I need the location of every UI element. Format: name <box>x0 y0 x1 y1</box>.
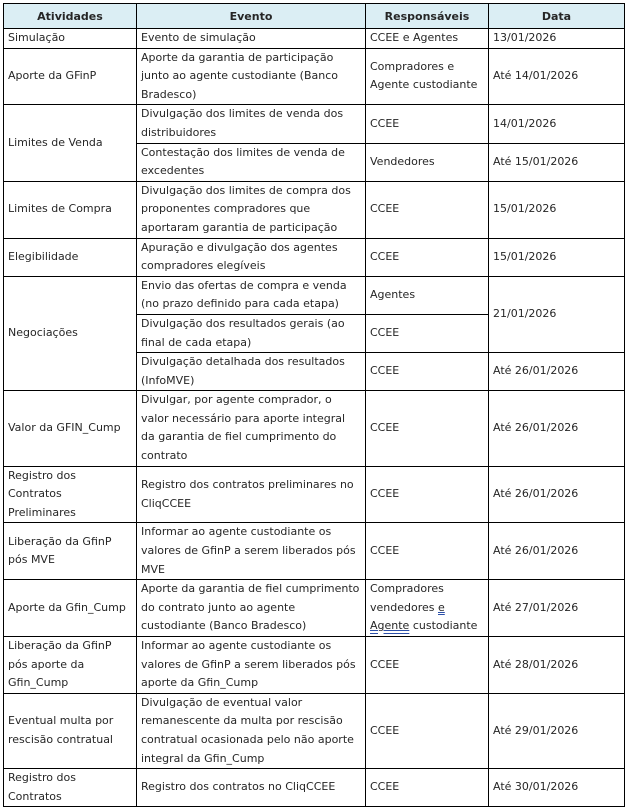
atividade-cell: Simulação <box>4 29 137 49</box>
atividade-cell: Limites de Venda <box>4 105 137 181</box>
atividade-cell: Aporte da Gfin_Cump <box>4 580 137 637</box>
table-row <box>4 391 625 466</box>
table-row <box>4 238 625 276</box>
header-evento: Evento <box>137 4 366 29</box>
evento-cell: Envio das ofertas de compra e venda (no prazo definido para cada etapa) <box>137 276 366 314</box>
atividade-cell: Valor da GFIN_Cump <box>4 391 137 466</box>
data-cell: 21/01/2026 <box>489 276 625 352</box>
evento-cell: Apuração e divulgação dos agentes compradores elegíveis <box>137 238 366 276</box>
header-atividades: Atividades <box>4 4 137 29</box>
evento-cell: Registro dos contratos no CliqCCEE <box>137 769 366 807</box>
responsaveis-cell: CCEE <box>366 391 489 466</box>
evento-cell: Registro dos contratos preliminares no CliqCCEE <box>137 466 366 523</box>
data-cell: Até 26/01/2026 <box>489 466 625 523</box>
table-row <box>4 105 625 143</box>
table-row <box>4 769 625 807</box>
data-cell: Até 26/01/2026 <box>489 353 625 391</box>
responsaveis-cell: CCEE <box>366 693 489 768</box>
data-cell: Até 15/01/2026 <box>489 143 625 181</box>
atividade-cell: Liberação da GfinP pós aporte da Gfin_Cump <box>4 637 137 694</box>
evento-cell: Contestação dos limites de venda de excedentes <box>137 143 366 181</box>
data-cell: Até 29/01/2026 <box>489 693 625 768</box>
responsaveis-cell: CCEE <box>366 637 489 694</box>
atividade-cell: Eventual multa por rescisão contratual <box>4 693 137 768</box>
responsaveis-cell: CCEE e Agentes <box>366 29 489 49</box>
data-cell: 13/01/2026 <box>489 29 625 49</box>
evento-cell: Divulgação dos limites de venda dos distribuidores <box>137 105 366 143</box>
atividade-cell: Registro dos Contratos Preliminares <box>4 466 137 523</box>
evento-cell: Divulgar, por agente comprador, o valor necessário para aporte integral da garantia de fiel cumprimento do contrato <box>137 391 366 466</box>
table-row <box>4 693 625 768</box>
schedule-table <box>3 3 625 807</box>
table-row <box>4 523 625 580</box>
data-cell: Até 27/01/2026 <box>489 580 625 637</box>
table-row <box>4 637 625 694</box>
evento-cell: Informar ao agente custodiante os valores de GfinP a serem liberados pós MVE <box>137 523 366 580</box>
atividade-cell: Limites de Compra <box>4 181 137 238</box>
responsaveis-cell: CCEE <box>366 105 489 143</box>
responsaveis-cell: CCEE <box>366 769 489 807</box>
evento-cell: Divulgação de eventual valor remanescente da multa por rescisão contratual ocasionada pelo não aporte integral da Gfin_Cump <box>137 693 366 768</box>
table-row <box>4 29 625 49</box>
spellcheck-underlined-text: e Agente <box>370 600 445 633</box>
table-row <box>4 466 625 523</box>
header-row <box>4 4 625 29</box>
data-cell: 14/01/2026 <box>489 105 625 143</box>
responsaveis-cell: CCEE <box>366 238 489 276</box>
atividade-cell: Elegibilidade <box>4 238 137 276</box>
table-row <box>4 276 625 314</box>
responsaveis-cell: Compradores e Agente custodiante <box>366 48 489 105</box>
responsaveis-text: custodiante <box>409 619 478 633</box>
responsaveis-cell: CCEE <box>366 181 489 238</box>
evento-cell: Divulgação detalhada dos resultados (InfoMVE) <box>137 353 366 391</box>
responsaveis-cell: CCEE <box>366 353 489 391</box>
table-row <box>4 48 625 105</box>
data-cell: Até 28/01/2026 <box>489 637 625 694</box>
data-cell: Até 26/01/2026 <box>489 523 625 580</box>
evento-cell: Divulgação dos limites de compra dos proponentes compradores que aportaram garantia de participação <box>137 181 366 238</box>
data-cell: Até 30/01/2026 <box>489 769 625 807</box>
evento-cell: Aporte da garantia de participação junto ao agente custodiante (Banco Bradesco) <box>137 48 366 105</box>
responsaveis-cell: Vendedores <box>366 143 489 181</box>
evento-cell: Informar ao agente custodiante os valores de GfinP a serem liberados pós aporte da Gfin_Cump <box>137 637 366 694</box>
evento-cell: Aporte da garantia de fiel cumprimento do contrato junto ao agente custodiante (Banco Bradesco) <box>137 580 366 637</box>
evento-cell: Evento de simulação <box>137 29 366 49</box>
responsaveis-cell: CCEE <box>366 314 489 352</box>
header-responsaveis: Responsáveis <box>366 4 489 29</box>
header-data: Data <box>489 4 625 29</box>
data-cell: 15/01/2026 <box>489 238 625 276</box>
atividade-cell: Liberação da GfinP pós MVE <box>4 523 137 580</box>
responsaveis-cell: Agentes <box>366 276 489 314</box>
data-cell: 15/01/2026 <box>489 181 625 238</box>
responsaveis-cell: CCEE <box>366 466 489 523</box>
evento-cell: Divulgação dos resultados gerais (ao final de cada etapa) <box>137 314 366 352</box>
table-row <box>4 580 625 637</box>
responsaveis-text: Compradores vendedores <box>370 582 444 614</box>
data-cell: Até 14/01/2026 <box>489 48 625 105</box>
responsaveis-cell: CCEE <box>366 523 489 580</box>
atividade-cell: Aporte da GFinP <box>4 48 137 105</box>
data-cell: Até 26/01/2026 <box>489 391 625 466</box>
atividade-cell: Negociações <box>4 276 137 391</box>
atividade-cell: Registro dos Contratos <box>4 769 137 807</box>
table-row <box>4 181 625 238</box>
responsaveis-cell <box>366 580 489 637</box>
